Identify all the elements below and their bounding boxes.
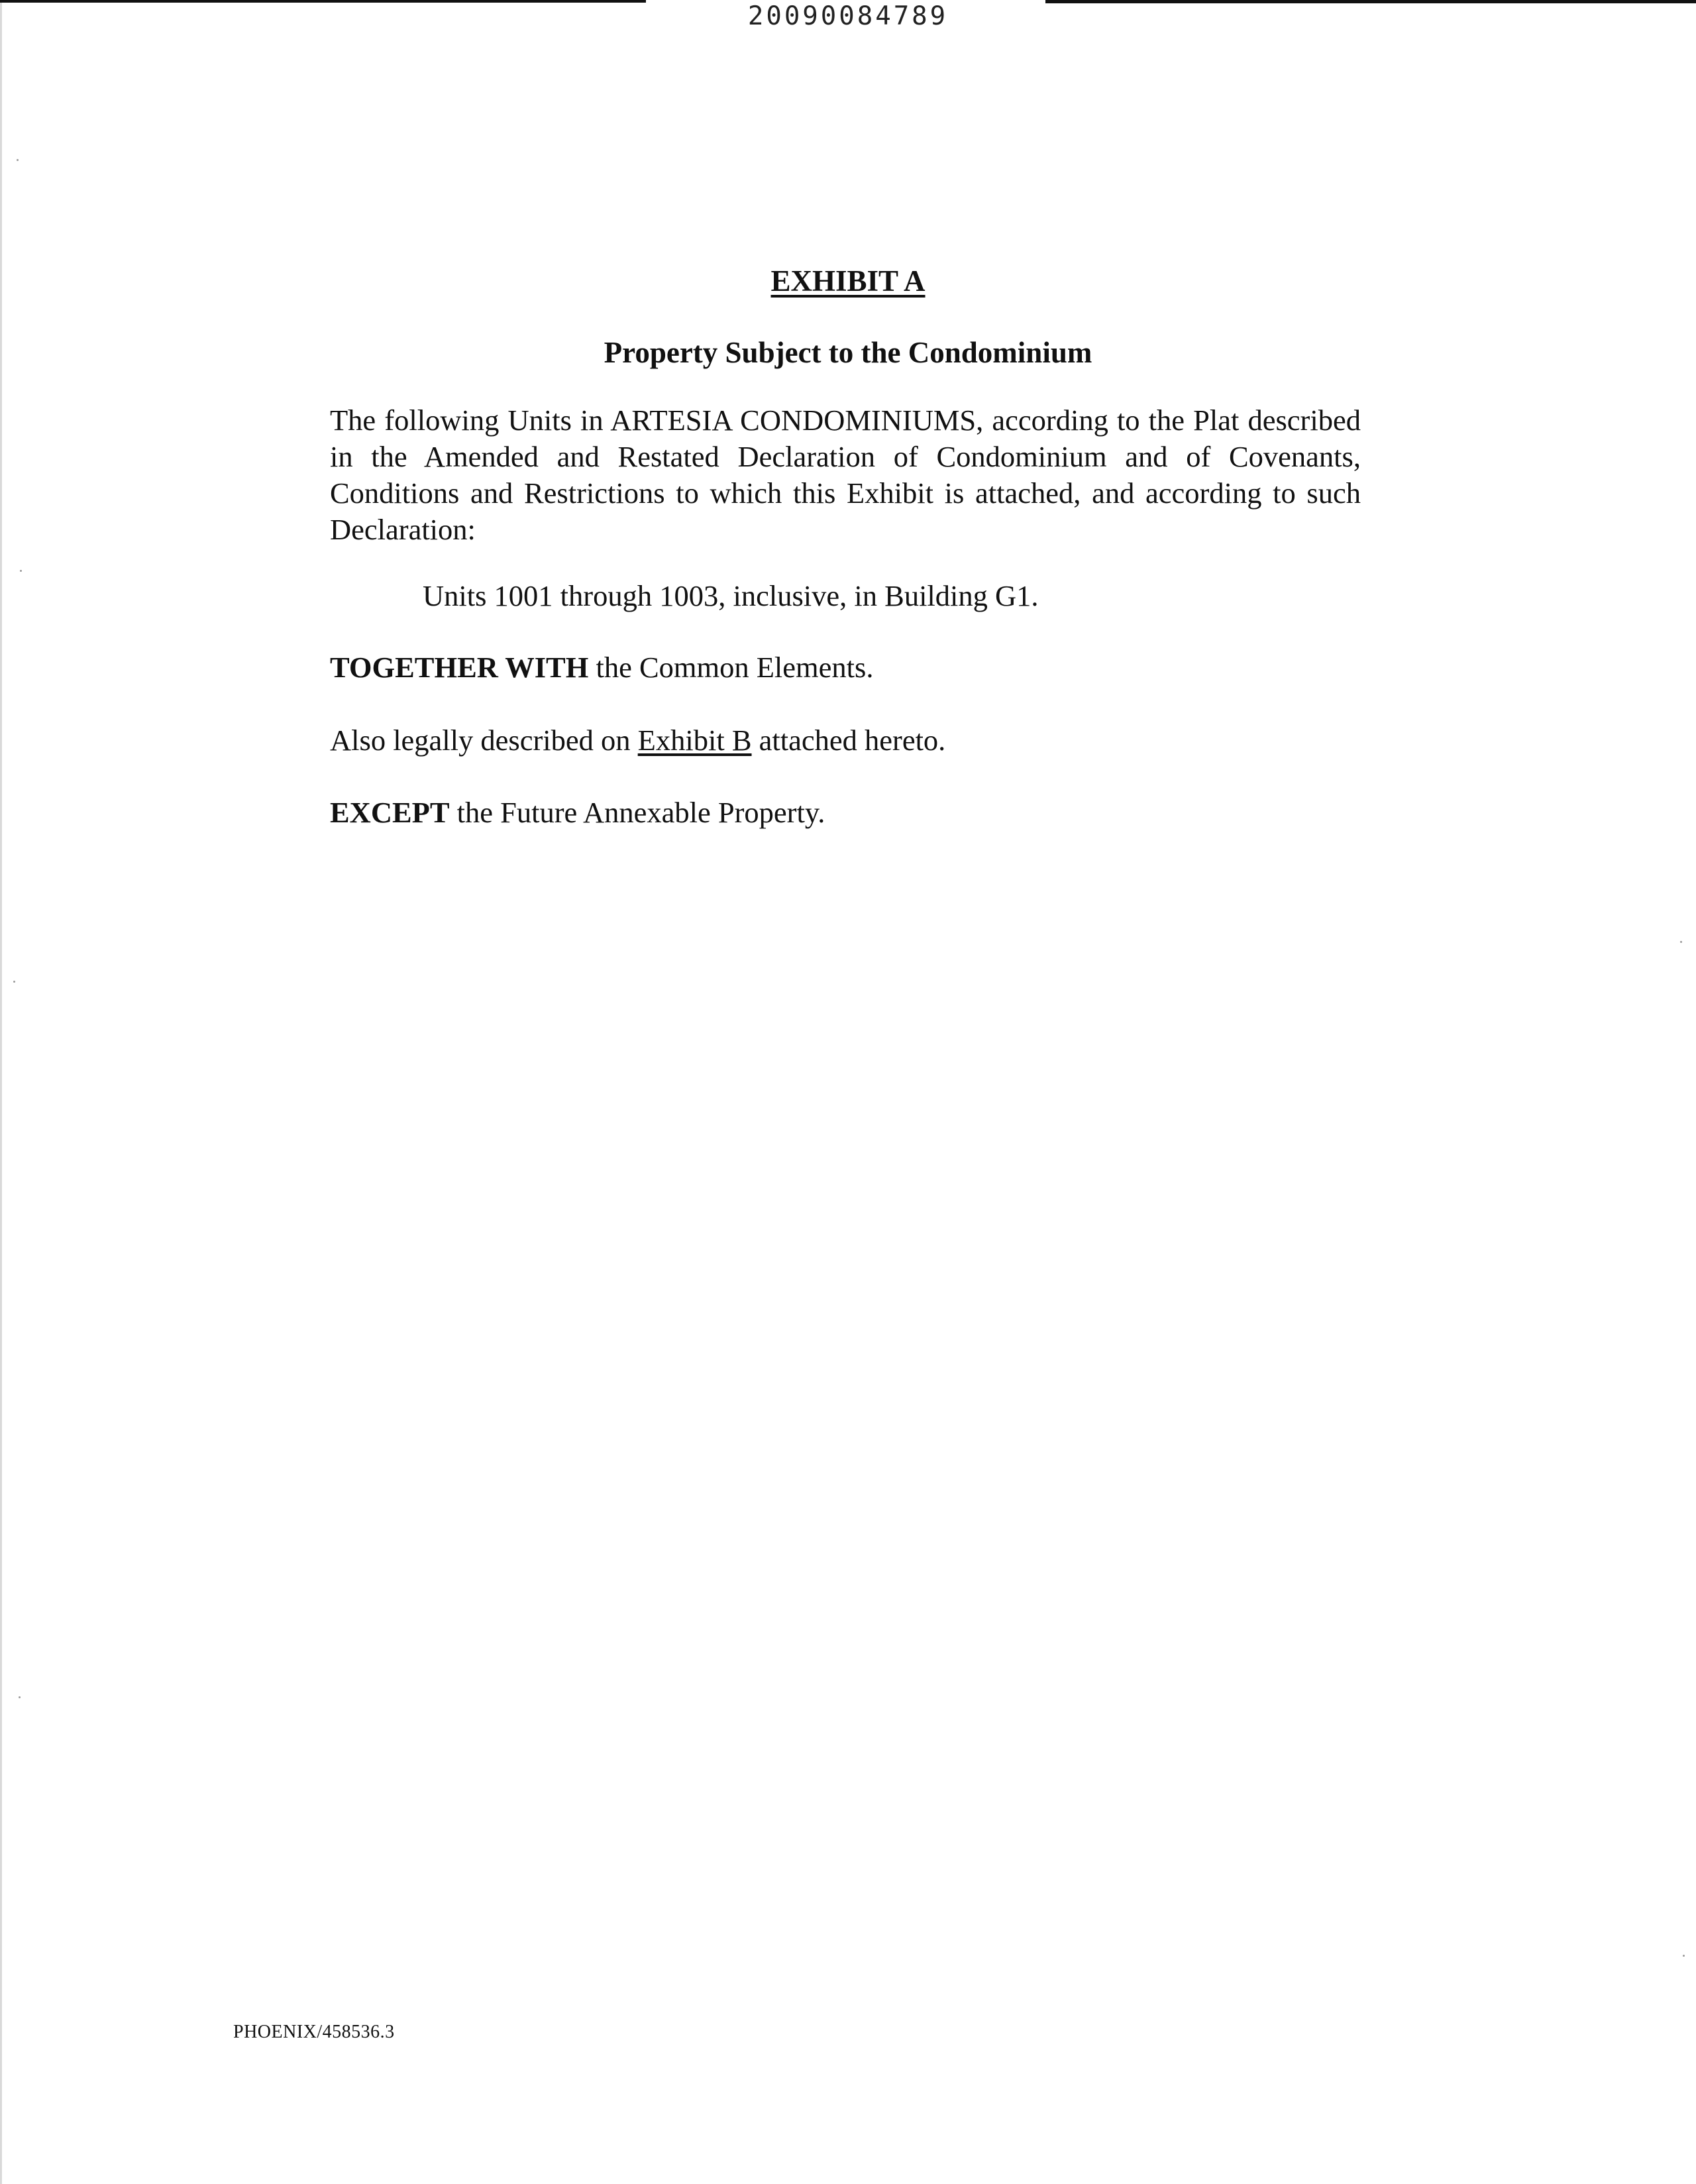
units-description: Units 1001 through 1003, inclusive, in Building G1. [423, 579, 1039, 612]
scan-speck [17, 159, 19, 161]
together-with-text: the Common Elements. [588, 651, 874, 684]
document-code: PHOENIX/458536.3 [233, 2022, 395, 2042]
except-paragraph [330, 794, 1361, 831]
together-with-label: TOGETHER WITH [330, 651, 589, 684]
also-described-paragraph [330, 722, 1361, 759]
intro-paragraph: The following Units in ARTESIA CONDOMINIUMS, according to the Plat described in the Amended and Restated Declaration of Condominium and of Covenants, Conditions and Restrictions to which this Exhibit is attached, and according to such Declaration: [330, 404, 1361, 546]
scan-edge [0, 0, 2, 2184]
scan-speck [19, 1696, 21, 1698]
scan-speck [20, 570, 22, 572]
together-with-paragraph [330, 649, 1361, 686]
exhibit-subtitle: Property Subject to the Condominium [604, 336, 1092, 369]
except-text: the Future Annexable Property. [449, 796, 825, 829]
scan-speck [1683, 1955, 1685, 1957]
except-label: EXCEPT [330, 796, 450, 829]
also-described-suffix: attached hereto. [751, 724, 946, 757]
scan-speck [13, 981, 15, 983]
scan-speck [1680, 941, 1682, 943]
exhibit-title: EXHIBIT A [770, 264, 926, 298]
recording-number: 20090084789 [747, 1, 949, 31]
also-described-text: Also legally described on [330, 724, 638, 757]
exhibit-b-reference: Exhibit B [637, 724, 752, 757]
